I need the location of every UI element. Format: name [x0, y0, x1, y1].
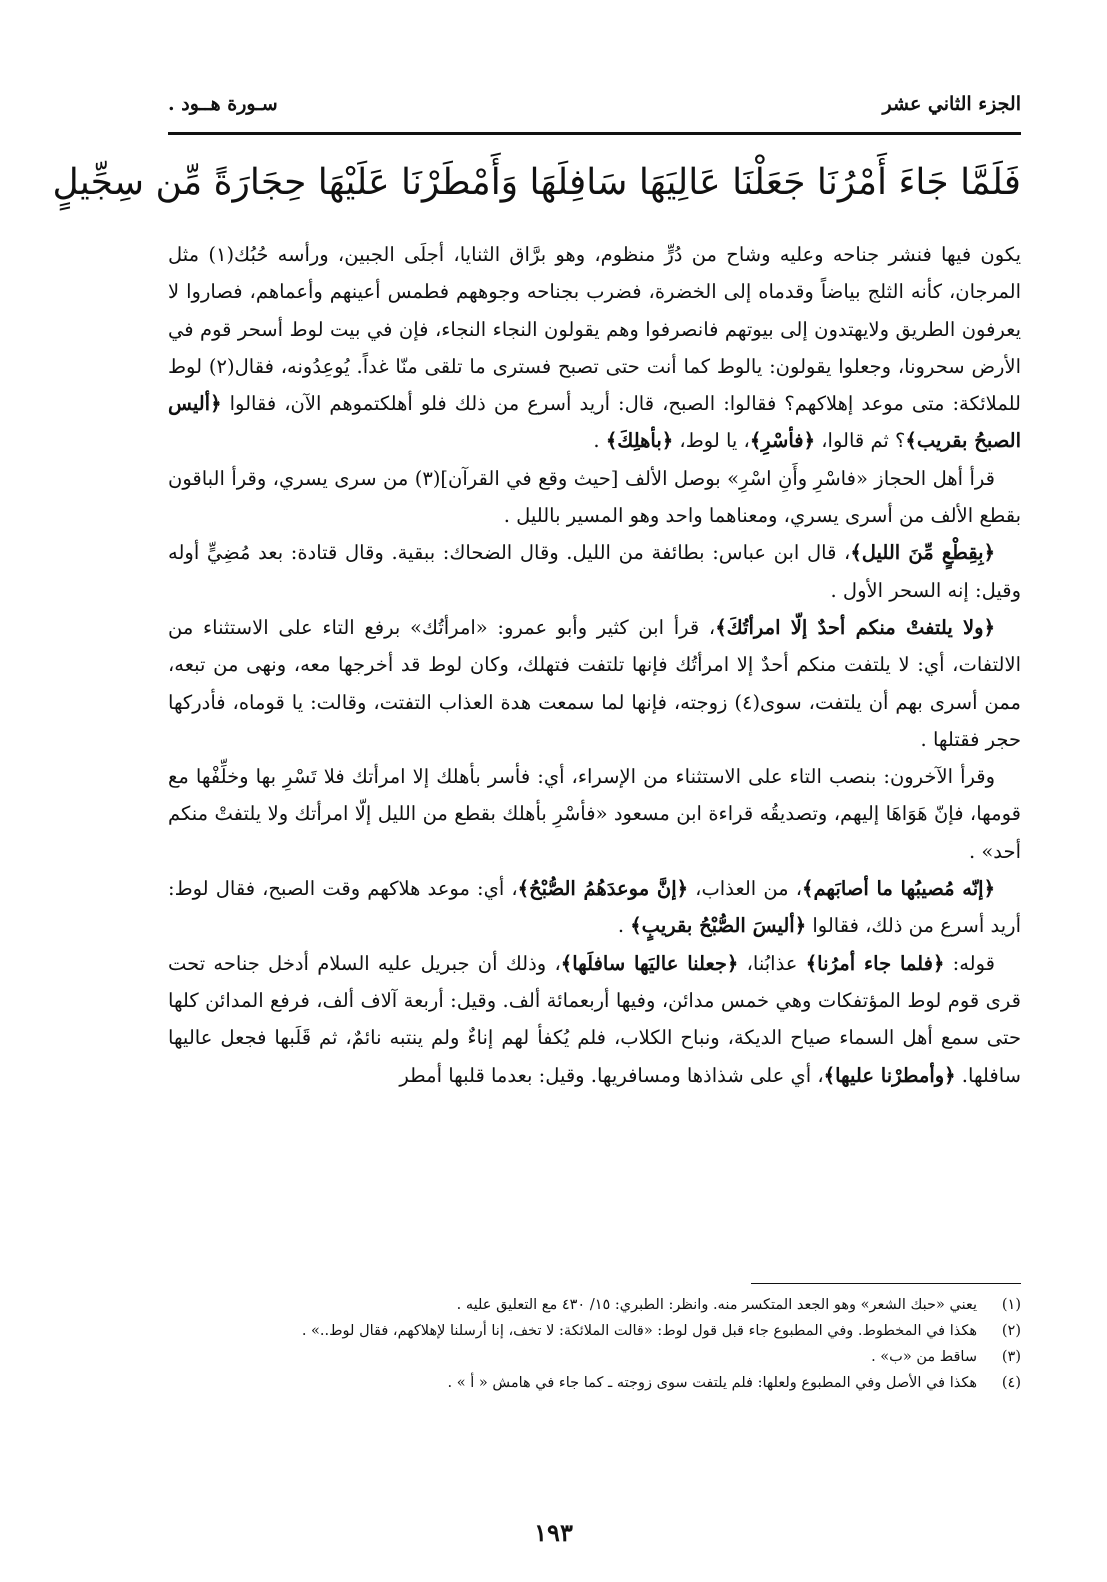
paragraph [168, 945, 1021, 1094]
paragraph [168, 609, 1021, 758]
quran-quote: ﴿أليس الصبحُ بقريب﴾ [168, 392, 1021, 453]
paragraph [168, 460, 1021, 535]
text-run: ، وذلك أن جبريل عليه السلام أدخل جناحه تحت قرى قوم لوط المؤتفكات وهي خمس مدائن، وفيها أربعمائة ألف. وقيل: أربعة آلاف ألف، فرفع المدائن كلها حتى سمع أهل السماء صياح الديكة، ونباح الكلاب، فلم يُكفأ لهم إناءٌ ولم ينتبه نائمٌ، ثم قَلَبها فجعل عاليها سافلها. [168, 951, 1021, 1087]
text-run: ، يا لوط، [673, 429, 750, 453]
footnote-text: هكذا في المخطوط. وفي المطبوع جاء قبل قول لوط: «قالت الملائكة: لا تخف، إنا أرسلنا لإهلاكهم، فقال لوط..» . [301, 1323, 977, 1339]
part-title: الجزء الثاني عشر [882, 93, 1021, 115]
quran-quote: ﴿بأهلِكَ﴾ [605, 429, 674, 453]
text-run: . [617, 914, 631, 938]
footnote [168, 1318, 1021, 1344]
footnote-text: يعني «حبك الشعر» وهو الجعد المتكسر منه. وانظر: الطبري: ١٥/ ٤٣٠ مع التعليق عليه . [456, 1297, 977, 1313]
running-header [168, 88, 1021, 120]
text-run: ، أي: موعد هلاكهم وقت الصبح، فقال لوط: أريد أسرع من ذلك، فقالوا [168, 877, 1021, 938]
text-run: ، قرأ ابن كثير وأبو عمرو: «امرأتُك» برفع التاء على الاستثناء من الالتفات، أي: لا يلتفت منكم أحدٌ إلا امرأتُك فإنها تلتفت فتهلك، وكان لوط قد أخرجها معه، ونهى من تبعه، ممن أسرى بهم أن يلتفت، سوى(٤) زوجته، فإنها لما سمعت هدة العذاب التفتت، وقالت: يا قوماه، فأدركها حجر فقتلها . [168, 615, 1021, 751]
quran-quote: ﴿ولا يلتفتْ منكم أحدٌ إلّا امرأتُكَ﴾ [715, 615, 995, 639]
text-run: ، من العذاب، [688, 877, 803, 901]
quran-quote: ﴿أليسَ الصُّبْحُ بقريبٍ﴾ [630, 914, 807, 938]
footnote-number: (١) [1001, 1297, 1021, 1313]
footnote [168, 1344, 1021, 1370]
footnote-text: هكذا في الأصل وفي المطبوع ولعلها: فلم يلتفت سوى زوجته ـ كما جاء في هامش « أ » . [447, 1375, 977, 1391]
quran-quote: ﴿جعلنا عاليَها سافلَها﴾ [560, 951, 739, 975]
paragraph [168, 758, 1021, 870]
footnote [168, 1370, 1021, 1396]
quran-quote: ﴿فلما جاء أمرُنا﴾ [805, 951, 945, 975]
quran-quote: ﴿إنَّ موعدَهُمُ الصُّبْحُ﴾ [517, 877, 689, 901]
text-run: ، أي على شذاذها ومسافريها. وقيل: بعدما قلبها أمطر [399, 1063, 824, 1087]
header-divider [168, 132, 1021, 135]
paragraph [168, 870, 1021, 945]
page-number: ١٩٣ [534, 1518, 573, 1547]
footnote-number: (٣) [1001, 1349, 1021, 1365]
footnote-number: (٤) [1001, 1375, 1021, 1391]
text-run: عذابُنا، [738, 951, 806, 975]
quran-quote: ﴿وأمطرْنا عليها﴾ [823, 1063, 956, 1087]
paragraph [168, 236, 1021, 460]
quran-quote: ﴿إنّه مُصيبُها ما أصابَهم﴾ [802, 877, 995, 901]
text-run: . [593, 429, 606, 453]
text-run: وقرأ الآخرون: بنصب التاء على الاستثناء من الإسراء، أي: فأسر بأهلك إلا امرأتك فلا تَسْرِ بها وخلِّفْها مع قومها، فإنّ هَوَاهَا إليهم، وتصديقُه قراءة ابن مسعود «فأسْرِ بأهلك بقطع من الليل إلّا امرأتك ولا يلتفتْ منكم أحد» . [168, 765, 1021, 863]
text-run: قوله: [944, 951, 996, 975]
surah-title: سـورة هــود . [168, 93, 278, 115]
footnotes [168, 1292, 1021, 1396]
paragraph [168, 534, 1021, 609]
text-run: ؟ ثم قالوا، [815, 429, 906, 453]
text-run: يكون فيها فنشر جناحه وعليه وشاح من دُرٍّ منظوم، وهو برَّاق الثنايا، أجلَى الجبين، ورأسه حُبُك(١) مثل المرجان، كأنه الثلج بياضاً وقدماه إلى الخضرة، فضرب بجناحه وجوههم فطمس أعينهم وأعماهم، فصاروا لا يعرفون الطريق ولايهتدون إلى بيوتهم فانصرفوا وهم يقولون النجاء النجاء، فإن في بيت لوط أسحر قوم في الأرض سحرونا، وجعلوا يقولون: يالوط كما أنت حتى تصبح فسترى ما تلقى منّا غداً. يُوعِدُونه، فقال(٢) لوط للملائكة: متى موعد إهلاكهم؟ فقالوا: الصبح، قال: أريد أسرع من ذلك فلو أهلكتموهم الآن، فقالوا [168, 243, 1022, 416]
text-run: قرأ أهل الحجاز «فاسْرِ وأَنِ اسْرِ» بوصل الألف [حيث وقع في القرآن](٣) من سرى يسري، وقرأ الباقون بقطع الألف من أسرى يسري، ومعناهما واحد وهو المسير بالليل . [168, 466, 1021, 528]
footnote-text: ساقط من «ب» . [871, 1349, 977, 1365]
text-run: ، قال ابن عباس: بطائفة من الليل. وقال الضحاك: ببقية. وقال قتادة: بعد مُضِيٍّ أوله وقيل: إنه السحر الأول . [168, 541, 1021, 602]
footnote [168, 1292, 1021, 1318]
quran-quote: ﴿فأسْرِ﴾ [749, 429, 816, 453]
footnote-divider [751, 1283, 1021, 1284]
quran-verse: فَلَمَّا جَاءَ أَمْرُنَا جَعَلْنَا عَالِيَهَا سَافِلَهَا وَأَمْطَرْنَا عَلَيْهَا حِجَارَةً مِّن سِجِّيلٍ [52, 162, 1021, 203]
commentary-text [168, 236, 1021, 1094]
footnote-number: (٢) [1001, 1323, 1021, 1339]
quran-quote: ﴿بِقِطْعٍ مِّنَ الليل﴾ [850, 541, 995, 565]
